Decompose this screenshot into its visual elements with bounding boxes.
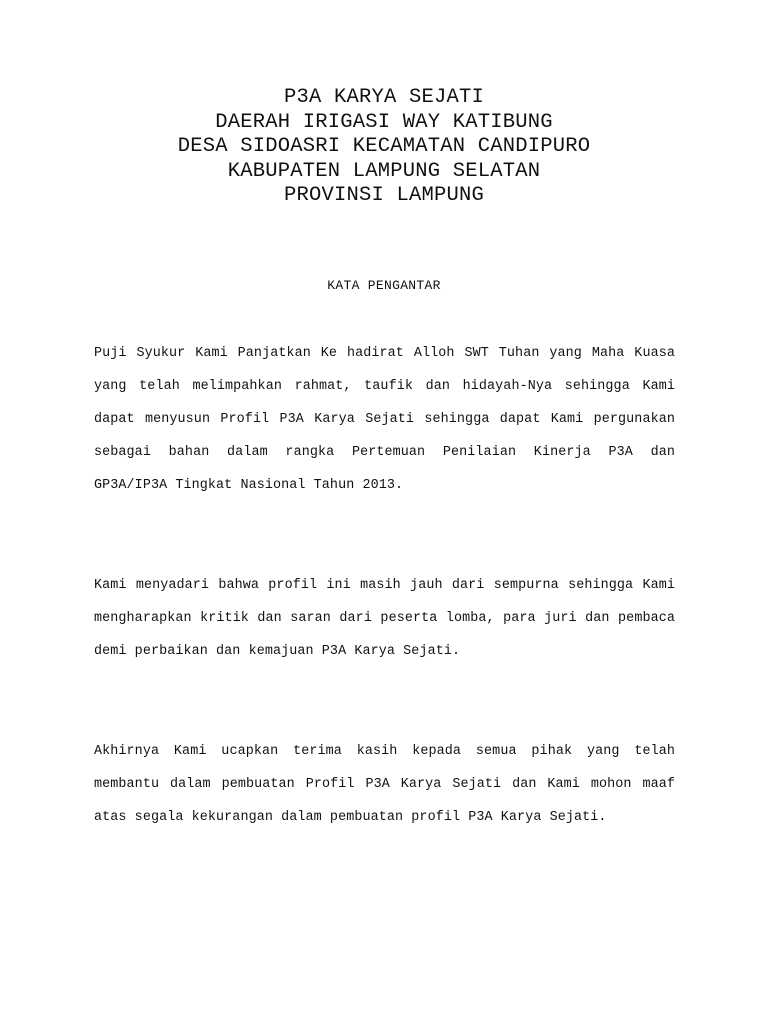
paragraph-2: Kami menyadari bahwa profil ini masih jauh dari sempurna sehingga Kami mengharapkan kritik dan saran dari peserta lomba, para juri dan pembaca demi perbaikan dan kemajuan P3A Karya Sejati.	[94, 578, 675, 659]
paragraph-2-container	[94, 569, 675, 668]
paragraph-3: Akhirnya Kami ucapkan terima kasih kepada semua pihak yang telah membantu dalam pembuatan Profil P3A Karya Sejati dan Kami mohon maaf atas segala kekurangan dalam pembuatan profil P3A Karya Sejati.	[94, 744, 675, 825]
header-line-village-district: DESA SIDOASRI KECAMATAN CANDIPURO	[177, 135, 591, 158]
paragraph-1-container	[94, 337, 675, 502]
header-line-province: PROVINSI LAMPUNG	[283, 184, 485, 207]
section-title: KATA PENGANTAR	[327, 278, 441, 293]
header-line-irrigation-area: DAERAH IRIGASI WAY KATIBUNG	[215, 110, 553, 134]
paragraph-1: Puji Syukur Kami Panjatkan Ke hadirat Alloh SWT Tuhan yang Maha Kuasa yang telah melimpahkan rahmat, taufik dan hidayah-Nya sehingga Kami dapat menyusun Profil P3A Karya Sejati sehingga dapat Kami pergunakan sebagai bahan dalam rangka Pertemuan Penilaian Kinerja P3A dan GP3A/IP3A Tingkat Nasional Tahun 2013.	[94, 346, 675, 493]
header-line-regency: KABUPATEN LAMPUNG SELATAN	[227, 159, 541, 183]
document-header	[0, 86, 768, 209]
paragraph-3-container	[94, 735, 675, 834]
header-line-organization: P3A KARYA SEJATI	[283, 86, 485, 109]
